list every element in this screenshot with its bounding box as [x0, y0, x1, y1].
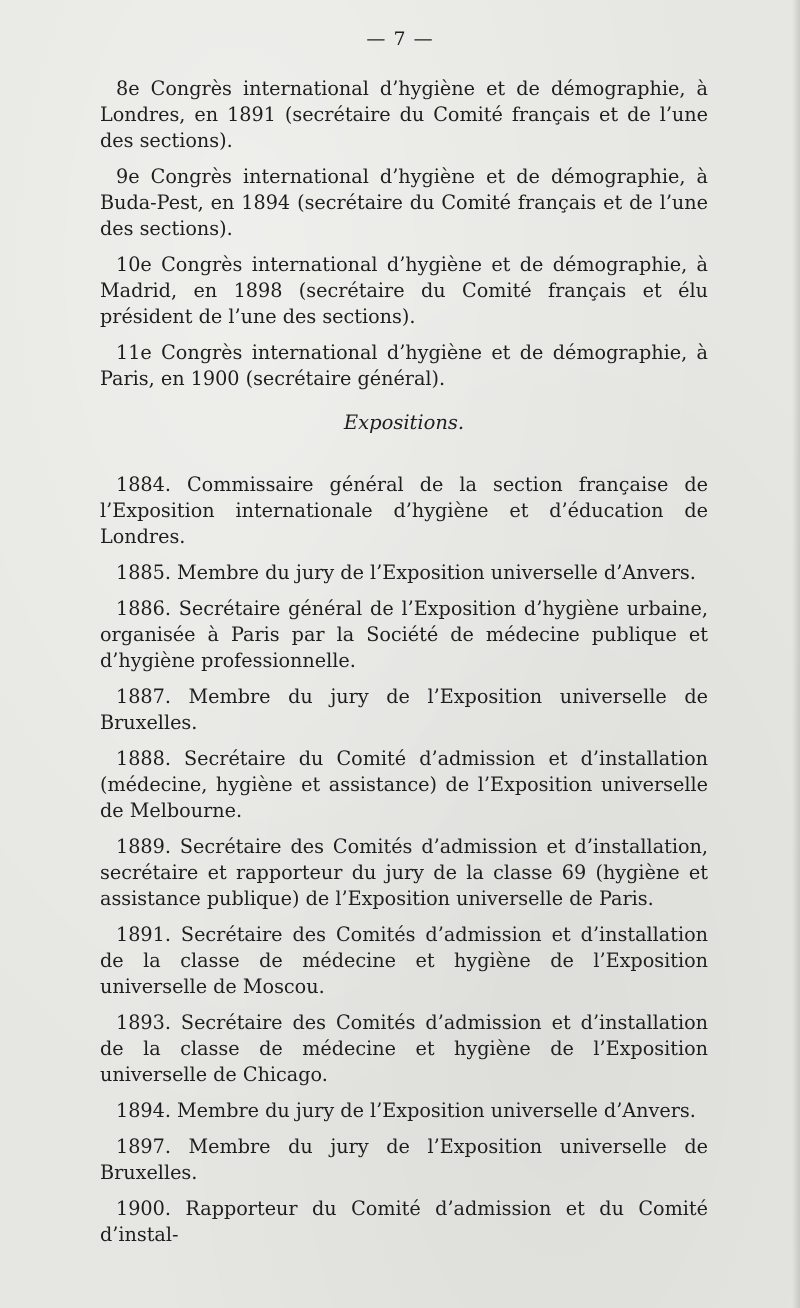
paragraph-1885: 1885. Membre du jury de l’Exposition universelle d’Anvers.	[116, 561, 696, 584]
paragraph-1887: 1887. Membre du jury de l’Exposition universelle de Bruxelles.	[100, 685, 708, 734]
paragraph-1888: 1888. Secrétaire du Comité d’admission et d’installation (médecine, hygiène et assistance) de l’Exposition universelle de Melbourne.	[100, 747, 708, 822]
paragraph-1893: 1893. Secrétaire des Comités d’admission et d’installation de la classe de médecine et hygiène de l’Exposition universelle de Chicago.	[100, 1011, 708, 1086]
paragraph-1900: 1900. Rapporteur du Comité d’admission et du Comité d’instal-	[100, 1197, 708, 1246]
paragraph-congress-9: 9e Congrès international d’hygiène et de démographie, à Buda-Pest, en 1894 (secrétaire du Comité français et de l’une des sections).	[100, 165, 708, 240]
paragraph-1897: 1897. Membre du jury de l’Exposition universelle de Bruxelles.	[100, 1135, 708, 1184]
page-edge-shadow	[792, 0, 800, 1308]
page-number: — 7 —	[366, 28, 434, 50]
paragraph-1889: 1889. Secrétaire des Comités d’admission et d’installation, secrétaire et rapporteur du jury de la classe 69 (hygiène et assistance publique) de l’Exposition universelle de Paris.	[100, 835, 708, 910]
section-title-expositions: Expositions.	[343, 411, 465, 434]
paragraph-1886: 1886. Secrétaire général de l’Exposition d’hygiène urbaine, organisée à Paris par la Société de médecine publique et d’hygiène professionnelle.	[100, 597, 708, 672]
paragraph-1884: 1884. Commissaire général de la section française de l’Exposition internationale d’hygiène et d’éducation de Londres.	[100, 473, 708, 548]
paragraph-congress-8: 8e Congrès international d’hygiène et de démographie, à Londres, en 1891 (secrétaire du Comité français et de l’une des sections).	[100, 77, 708, 152]
paragraph-1894: 1894. Membre du jury de l’Exposition universelle d’Anvers.	[116, 1099, 696, 1122]
text-block	[100, 76, 708, 1258]
paragraph-1891: 1891. Secrétaire des Comités d’admission et d’installation de la classe de médecine et hygiène de l’Exposition universelle de Moscou.	[100, 923, 708, 998]
paragraph-congress-11: 11e Congrès international d’hygiène et de démographie, à Paris, en 1900 (secrétaire général).	[100, 341, 708, 390]
paragraph-congress-10: 10e Congrès international d’hygiène et de démographie, à Madrid, en 1898 (secrétaire du Comité français et élu président de l’une des sections).	[100, 253, 708, 328]
